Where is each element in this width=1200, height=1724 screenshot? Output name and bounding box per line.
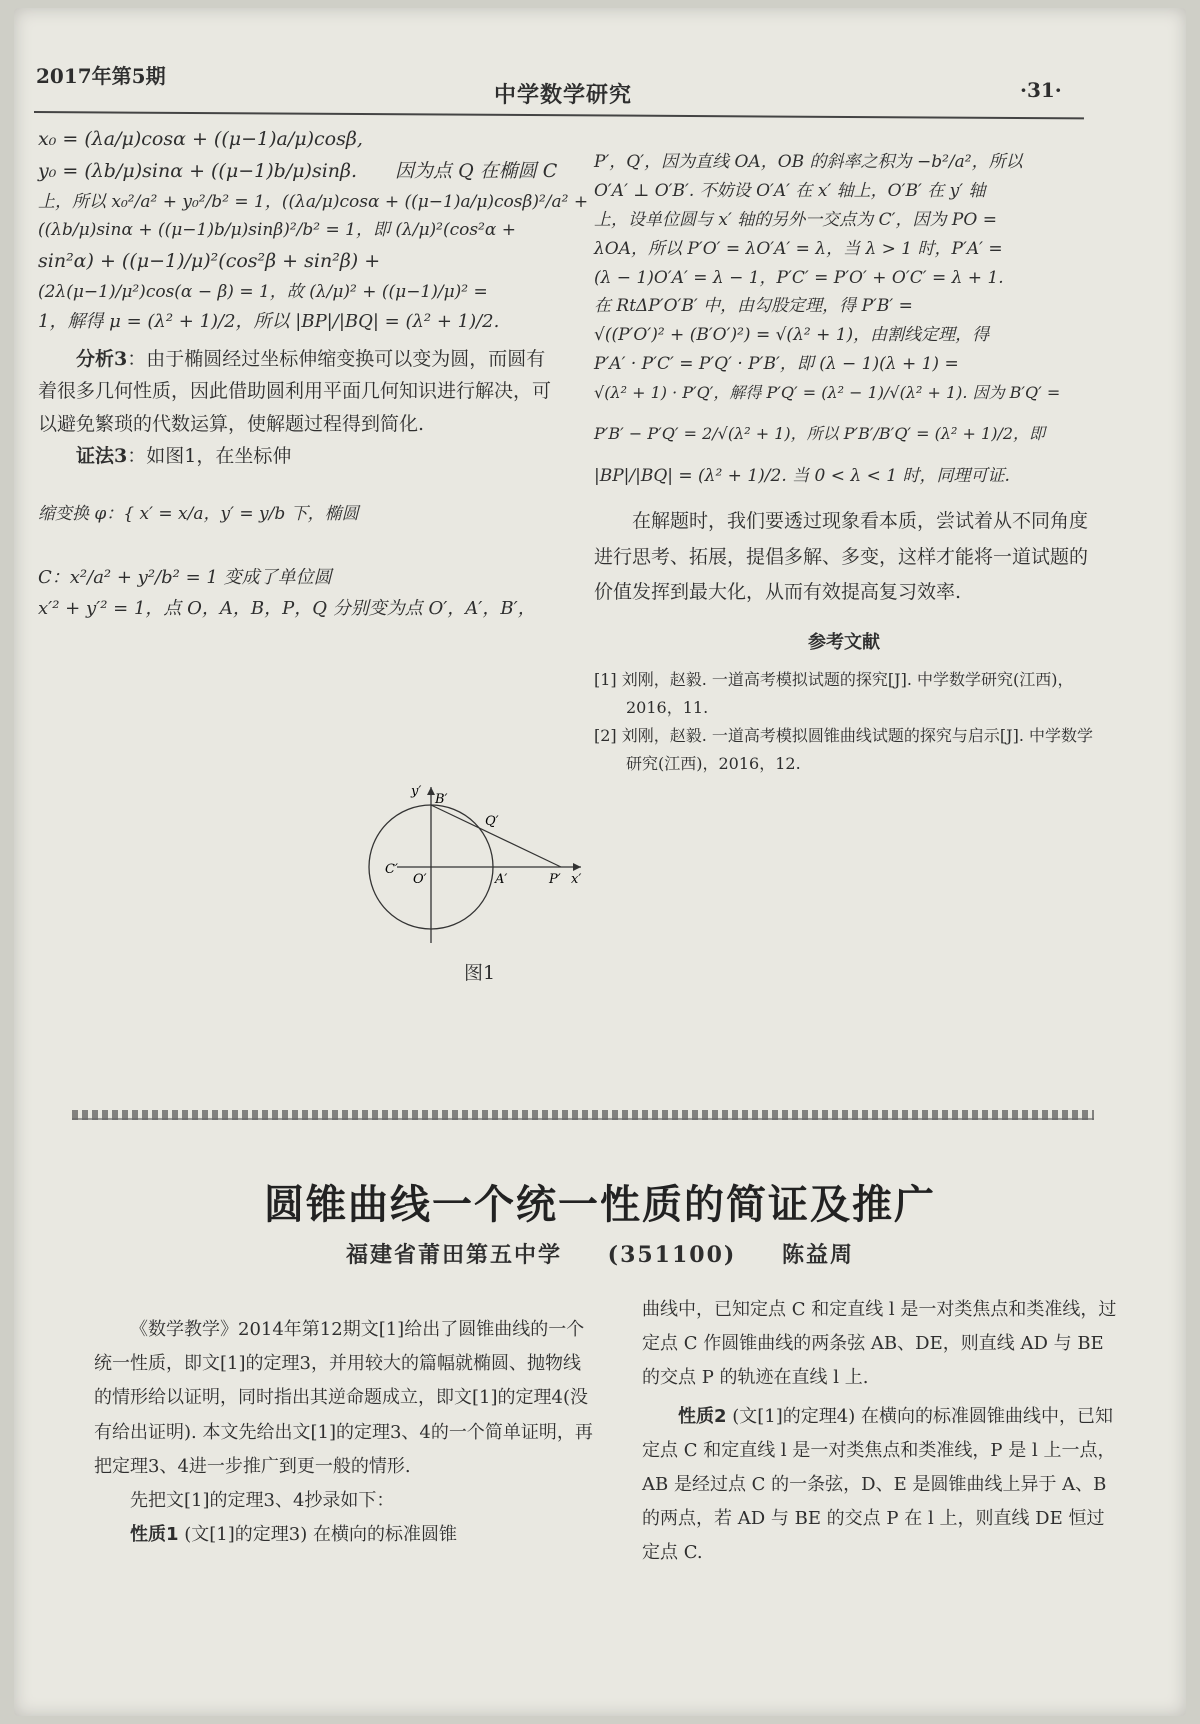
right-column-bottom [642, 1293, 1122, 1571]
eq-line: 上，设单位圆与 x′ 轴的另外一交点为 C′，因为 PO = [594, 209, 997, 230]
fig-label-y: y′ [411, 784, 422, 799]
proof-line: 缩变换 φ：{ x′ = x/a，y′ = y/b 下，椭圆 [38, 504, 359, 525]
eq-line: P′B′ − P′Q′ = 2/√(λ² + 1)，所以 P′B′/B′Q′ = (λ² + 1)/2，即 [594, 424, 1046, 444]
analysis-label: 分析3 [76, 348, 128, 371]
property-1-text: (文[1]的定理3) 在横向的标准圆锥 [184, 1524, 457, 1546]
eq-line: |BP|/|BQ| = (λ² + 1)/2. 当 0 < λ < 1 时，同理可证. [594, 465, 1010, 486]
article-title: 圆锥曲线一个统一性质的简证及推广 [264, 1182, 936, 1228]
property-2-text: (文[1]的定理4) 在横向的标准圆锥曲线中，已知定点 C 和定直线 l 是一对类焦点和类准线，P 是 l 上一点，AB 是经过点 C 的一条弦，D、E 是圆锥曲线上异于 A、B 的两点，若 AD 与 BE 的交点 P 在 l 上，则直线 DE 恒过定点 C. [642, 1405, 1116, 1564]
property-2-paragraph [642, 1400, 1122, 1571]
author-affiliation: 福建省莆田第五中学 [345, 1242, 562, 1268]
left-column-bottom [94, 1313, 594, 1552]
author-name: 陈益周 [782, 1242, 855, 1268]
eq-line: sin²α) + ((μ−1)/μ)²(cos²β + sin²β) + [38, 250, 381, 273]
page-number: ·31· [1020, 78, 1062, 102]
eq-line: P′A′ · P′C′ = P′Q′ · P′B′，即 (λ − 1)(λ + 1) = [594, 354, 959, 375]
eq-line: O′A′ ⊥ O′B′. 不妨设 O′A′ 在 x′ 轴上，O′B′ 在 y′ 轴 [594, 180, 986, 201]
eq-line: ((λb/μ)sinα + ((μ−1)b/μ)sinβ)²/b² = 1，即 (λ/μ)²(cos²α + [38, 220, 517, 241]
eq-line: √((P′O′)² + (B′O′)²) = √(λ² + 1)，由割线定理，得 [594, 325, 990, 346]
analysis-text: ：由于椭圆经过坐标伸缩变换可以变为圆，而圆有着很多几何性质，因此借助圆利用平面几何知识进行解决，可以避免繁琐的代数运算，使解题过程得到简化. [38, 348, 552, 435]
journal-name: 中学数学研究 [494, 82, 633, 108]
eq-line: y₀ = (λb/μ)sinα + ((μ−1)b/μ)sinβ. 因为点 Q 在椭圆 C [38, 160, 558, 183]
left-column-top [38, 123, 589, 624]
proof-line: ：如图1，在坐标伸 [127, 445, 292, 468]
figure-caption: 图1 [464, 962, 496, 984]
eq-line: 在 RtΔP′O′B′ 中，由勾股定理，得 P′B′ = [594, 296, 913, 317]
fig-label-x: x′ [571, 872, 582, 887]
eq-line: x₀ = (λa/μ)cosα + ((μ−1)a/μ)cosβ, [38, 128, 363, 150]
x-arrow [573, 863, 581, 871]
fig-label-q: Q′ [485, 814, 499, 829]
proof-line: C：x²/a² + y²/b² = 1 变成了单位圆 [38, 567, 332, 589]
property-1-continued: 曲线中，已知定点 C 和定直线 l 是一对类焦点和类准线，过定点 C 作圆锥曲线的两条弦 AB、DE，则直线 AD 与 BE 的交点 P 的轨迹在直线 l 上. [642, 1299, 1117, 1389]
analysis-paragraph [38, 343, 558, 440]
eq-line: λOA，所以 P′O′ = λO′A′ = λ，当 λ > 1 时，P′A′ = [594, 238, 1003, 259]
reference-item: [2] 刘刚，赵毅. 一道高考模拟圆锥曲线试题的探究与启示[J]. 中学数学研究(江西)，2016，12. [594, 726, 1093, 774]
property-1-paragraph [94, 1518, 594, 1552]
eq-line: √(λ² + 1) · P′Q′，解得 P′Q′ = (λ² − 1)/√(λ² + 1). 因为 B′Q′ = [594, 383, 1061, 403]
property-2-label: 性质2 [678, 1405, 727, 1427]
eq-line: (λ − 1)O′A′ = λ − 1，P′C′ = P′O′ + O′C′ = λ + 1. [594, 267, 1004, 288]
property-1-label: 性质1 [130, 1524, 179, 1546]
eq-line: 1，解得 μ = (λ² + 1)/2，所以 |BP|/|BQ| = (λ² + 1)/2. [38, 310, 500, 332]
proof-paragraph [38, 440, 378, 472]
header-rule [34, 111, 1084, 119]
reference-item: [1] 刘刚，赵毅. 一道高考模拟试题的探究[J]. 中学数学研究(江西)，2016，11. [594, 670, 1074, 718]
right-column-top [594, 148, 1094, 778]
article-separator-line [72, 1118, 1094, 1120]
references-title: 参考文献 [808, 631, 880, 653]
copy-line: 先把文[1]的定理3、4抄录如下： [130, 1489, 395, 1511]
y-arrow [427, 787, 435, 795]
fig-label-o: O′ [413, 872, 427, 887]
proof-line: x′² + y′² = 1，点 O，A，B，P，Q 分别变为点 O′，A′，B′， [38, 597, 536, 619]
article-byline [14, 1238, 1186, 1269]
figure-unit-circle [385, 783, 584, 948]
proof-label: 证法3 [76, 445, 128, 468]
fig-label-b: B′ [435, 792, 448, 807]
intro-paragraph: 《数学教学》2014年第12期文[1]给出了圆锥曲线的一个统一性质，即文[1]的定理3，并用较大的篇幅就椭圆、抛物线的情形给以证明，同时指出其逆命题成立，即文[1]的定理4(没有给出证明). 本文先给出文[1]的定理3、4的一个简单证明，再把定理3、4进一步推广到更一般的情形. [94, 1319, 593, 1477]
eq-line: P′，Q′，因为直线 OA，OB 的斜率之积为 −b²/a²，所以 [594, 152, 1023, 172]
eq-line: (2λ(μ−1)/μ²)cos(α − β) = 1，故 (λ/μ)² + ((μ−1)/μ)² = [38, 281, 488, 302]
author-postcode: (351100) [607, 1242, 737, 1268]
fig-label-c: C′ [385, 862, 398, 877]
journal-page [14, 8, 1186, 1716]
issue-label: 2017年第5期 [36, 64, 166, 88]
eq-line: 上，所以 x₀²/a² + y₀²/b² = 1，((λa/μ)cosα + ((μ−1)a/μ)cosβ)²/a² + [38, 191, 589, 212]
fig-label-p: P′ [549, 872, 561, 887]
fig-label-a: A′ [495, 872, 508, 887]
conclusion-paragraph: 在解题时，我们要透过现象看本质，尝试着从不同角度进行思考、拓展，提倡多解、多变，这样才能将一道试题的价值发挥到最大化，从而有效提高复习效率. [594, 510, 1089, 603]
